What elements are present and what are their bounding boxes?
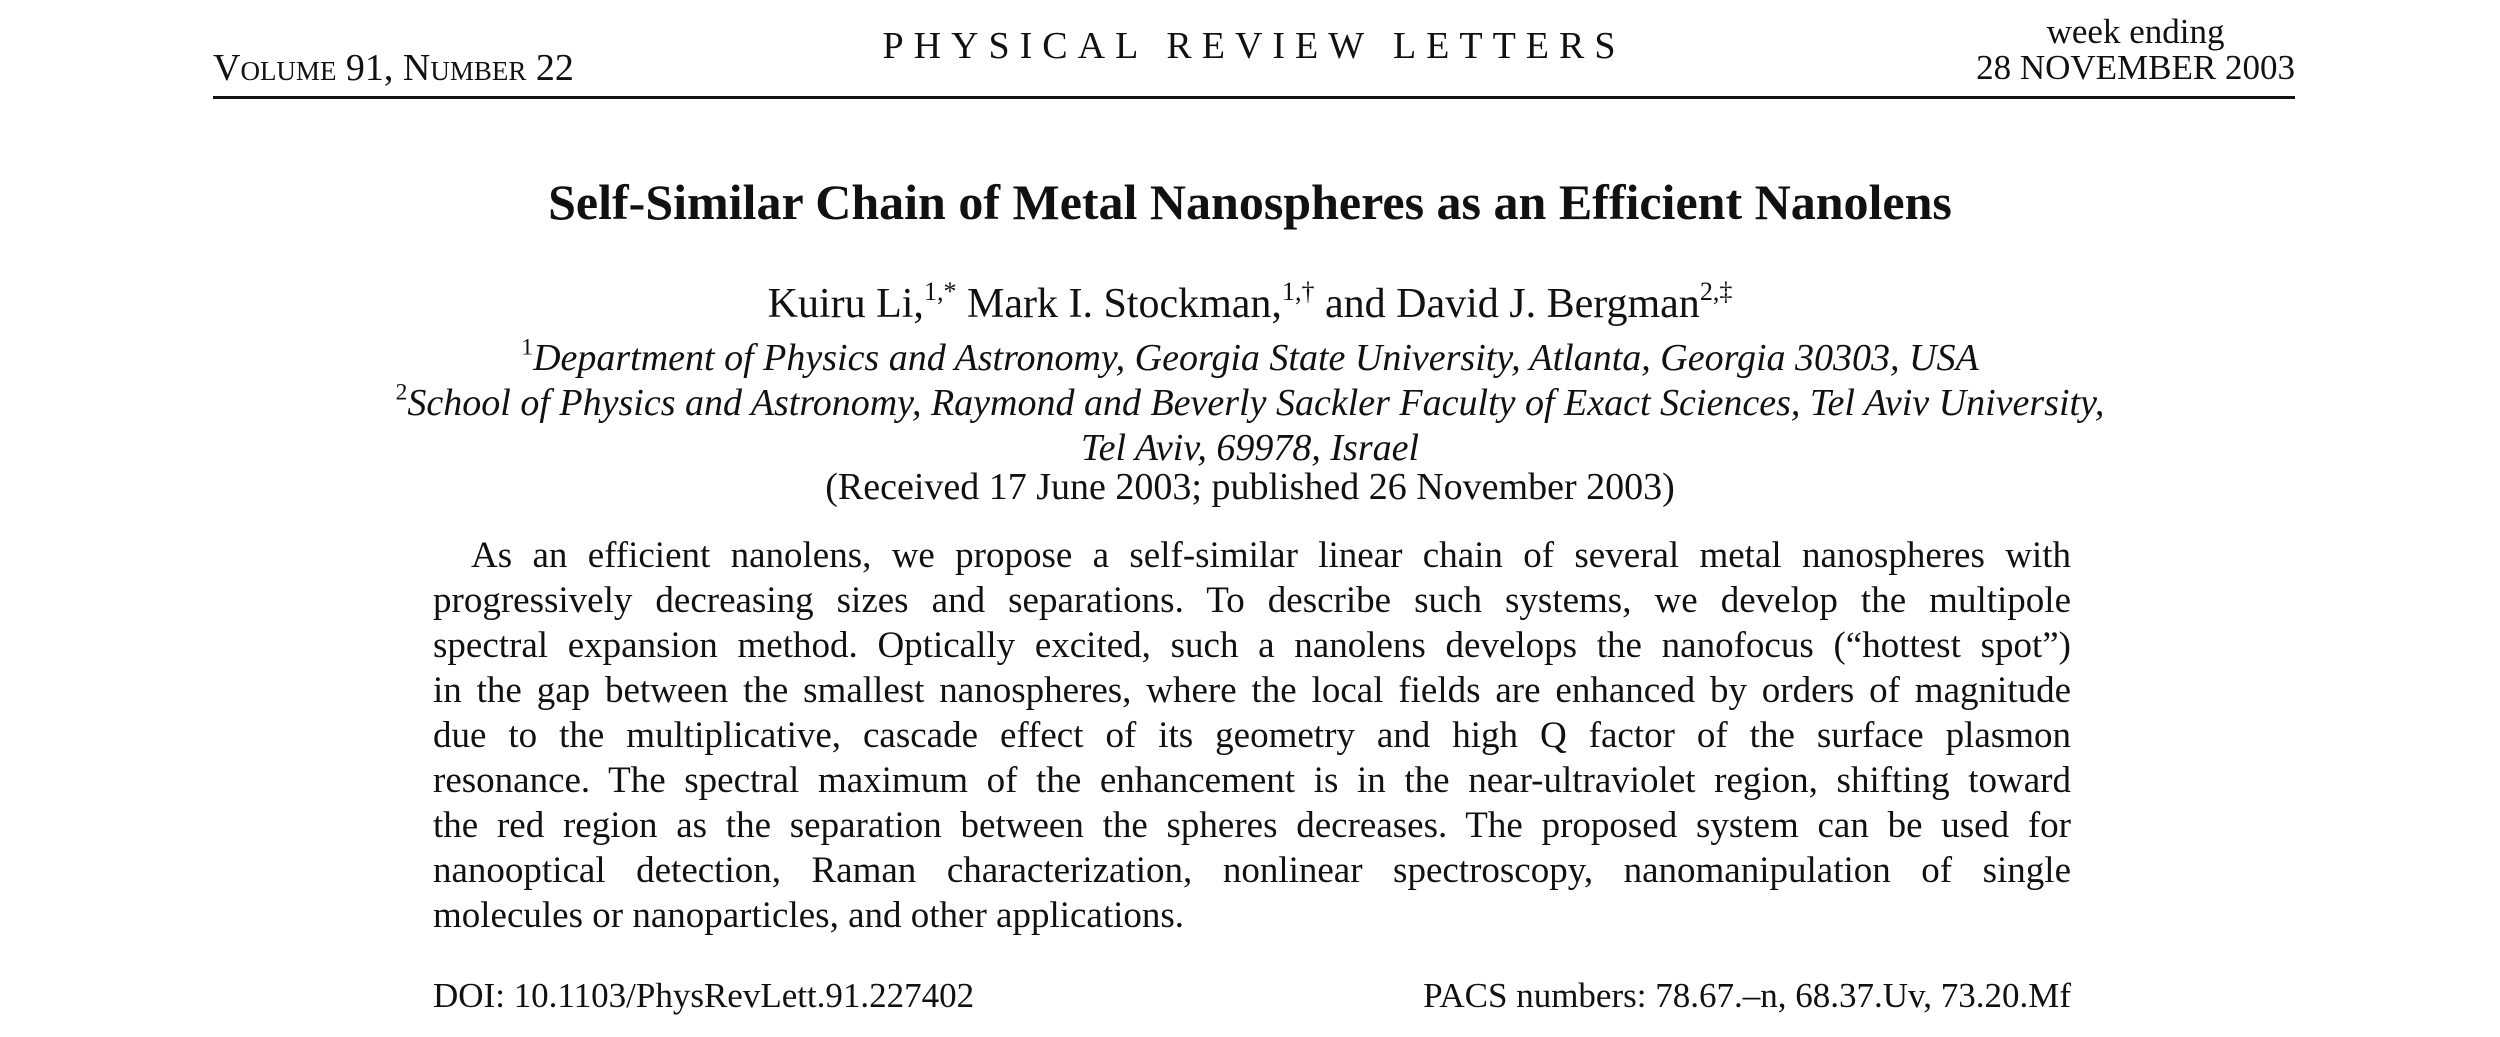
- volume-number: Volume 91, Number 22: [213, 47, 574, 89]
- affiliation-2-continued: Tel Aviv, 69978, Israel: [1080, 427, 1420, 469]
- journal-name: PHYSICAL REVIEW LETTERS: [882, 25, 1626, 67]
- date-label: week ending: [2046, 12, 2225, 51]
- affiliation-number: 2: [395, 379, 408, 406]
- abstract-line: spectral expansion method. Optically excited, such a nanolens develops the nanofocus (“hottest spot”): [433, 625, 2071, 666]
- author-marks: 1,*: [923, 277, 957, 307]
- author-name: Kuiru Li,: [767, 281, 924, 327]
- author-marks: 1,†: [1281, 277, 1315, 307]
- author-name: Mark I. Stockman,: [966, 281, 1282, 327]
- paper-title: Self-Similar Chain of Metal Nanospheres as an Efficient Nanolens: [548, 174, 1952, 230]
- abstract-line: resonance. The spectral maximum of the enhancement is in the near-ultraviolet region, shifting toward: [433, 760, 2071, 801]
- abstract-line: molecules or nanoparticles, and other applications.: [433, 895, 1185, 936]
- abstract-line: progressively decreasing sizes and separations. To describe such systems, we develop the multipole: [433, 580, 2071, 621]
- author-name: and David J. Bergman: [1324, 281, 1700, 327]
- abstract-line: nanooptical detection, Raman characterization, nonlinear spectroscopy, nanomanipulation of single: [433, 850, 2071, 891]
- affiliation-text: Department of Physics and Astronomy, Georgia State University, Atlanta, Georgia 30303, USA: [533, 337, 1979, 379]
- affiliation-1: [0, 336, 2500, 381]
- affiliation-number: 1: [521, 334, 534, 361]
- date-value: 28 NOVEMBER 2003: [1976, 48, 2295, 87]
- author-marks: 2,‡: [1699, 277, 1733, 307]
- journal-header: [213, 12, 2295, 99]
- abstract-line: due to the multiplicative, cascade effect of its geometry and high Q factor of the surface plasmon: [433, 715, 2071, 756]
- author-list: [0, 276, 2500, 332]
- affiliation-text: School of Physics and Astronomy, Raymond and Beverly Sackler Faculty of Exact Sciences, Tel Aviv University,: [407, 382, 2105, 424]
- abstract: [433, 533, 2071, 938]
- abstract-line: in the gap between the smallest nanospheres, where the local fields are enhanced by orders of magnitude: [433, 670, 2071, 711]
- abstract-line: the red region as the separation between the spheres decreases. The proposed system can be used for: [433, 805, 2071, 846]
- doi: DOI: 10.1103/PhysRevLett.91.227402: [433, 976, 975, 1015]
- issue-date: [1976, 14, 2295, 86]
- abstract-line: As an efficient nanolens, we propose a self-similar linear chain of several metal nanospheres with: [471, 535, 2071, 576]
- pacs-numbers: PACS numbers: 78.67.–n, 68.37.Uv, 73.20.Mf: [1423, 976, 2071, 1015]
- affiliation-2: [0, 381, 2500, 426]
- received-dates: (Received 17 June 2003; published 26 November 2003): [825, 466, 1675, 508]
